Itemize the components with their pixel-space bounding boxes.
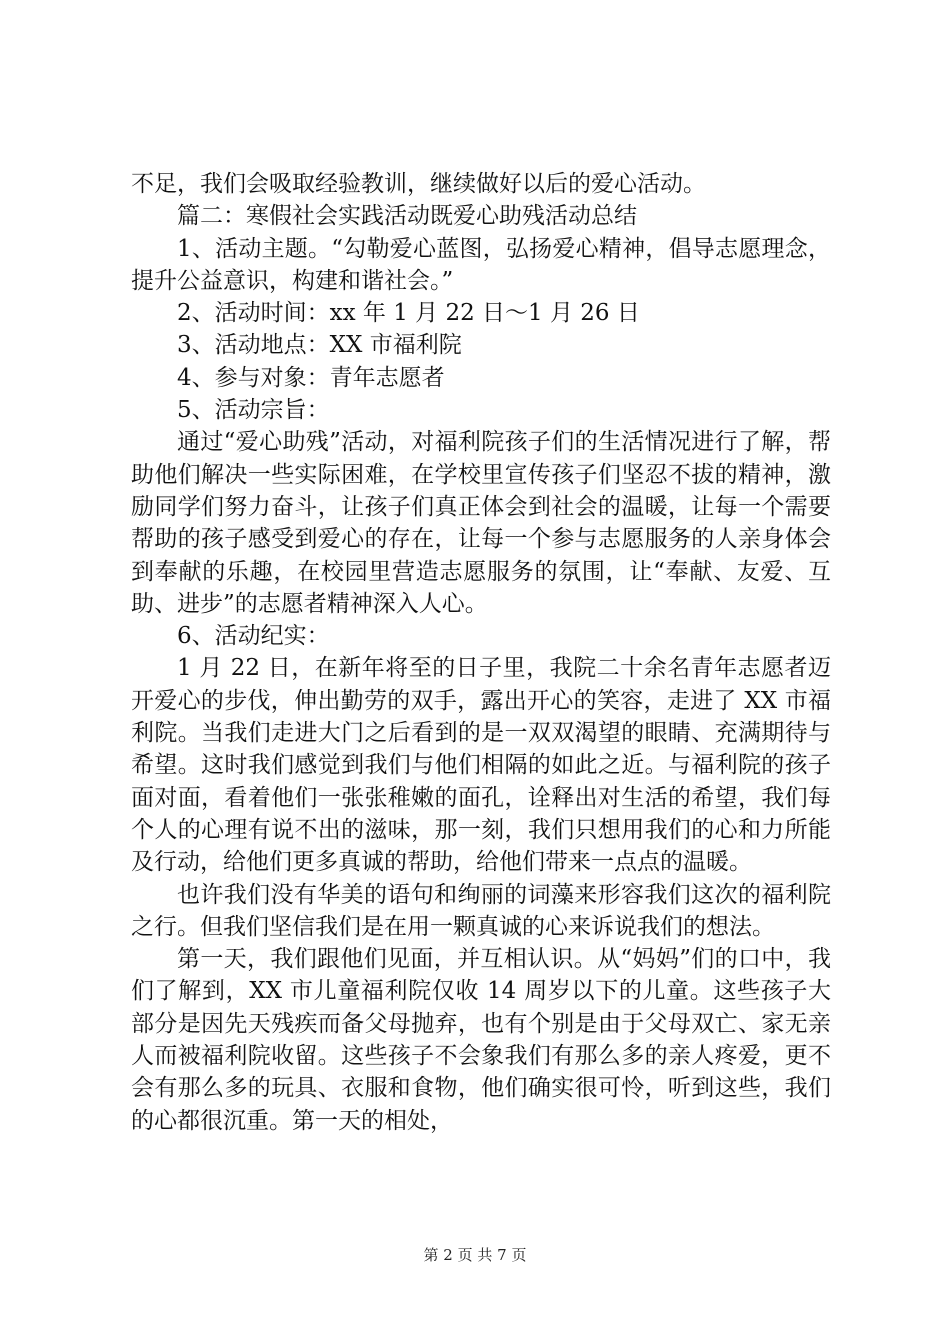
body-paragraph: 也许我们没有华美的语句和绚丽的词藻来形容我们这次的福利院之行。但我们坚信我们是在用一颗真诚的心来诉说我们的想法。 <box>131 881 831 940</box>
activity-record-heading: 6、活动纪实： <box>177 623 330 650</box>
activity-purpose-text: 通过“爱心助残”活动，对福利院孩子们的生活情况进行了解，帮助他们解决一些实际困难，在学校里宣传孩子们坚忍不拔的精神，激励同学们努力奋斗，让孩子们真正体会到社会的温暖，让每一个需要帮助的孩子感受到爱心的存在，让每一个参与志愿服务的人亲身体会到奉献的乐趣，在校园里营造志愿服务的氛围，让“奉献、友爱、互助、进步”的志愿者精神深入人心。 <box>131 429 831 617</box>
activity-record-paragraph: 1 月 22 日，在新年将至的日子里，我院二十余名青年志愿者迈开爱心的步伐，伸出勤劳的双手，露出开心的笑容，走进了 XX 市福利院。当我们走进大门之后看到的是一双双渴望的眼睛、充满期待与希望。这时我们感觉到我们与他们相隔的如此之近。与福利院的孩子面对面，看着他们一张张稚嫩的面孔，诠释出对生活的希望，我们每个人的心理有说不出的滋味，那一刻，我们只想用我们的心和力所能及行动，给他们更多真诚的帮助，给他们带来一点点的温暖。 <box>131 655 831 876</box>
paragraph-continuation: 不足，我们会吸取经验教训，继续做好以后的爱心活动。 <box>131 171 706 197</box>
activity-participants: 4、参与对象：青年志愿者 <box>177 364 445 391</box>
page-footer: 第 2 页 共 7 页 <box>423 1246 527 1264</box>
document-body <box>131 168 831 1137</box>
section-heading: 篇二：寒假社会实践活动既爱心助残活动总结 <box>177 203 637 230</box>
activity-time: 2、活动时间：xx 年 1 月 22 日～1 月 26 日 <box>177 300 640 327</box>
activity-purpose-heading: 5、活动宗旨： <box>177 397 330 424</box>
activity-theme: 1、活动主题。“勾勒爱心蓝图，弘扬爱心精神，倡导志愿理念，提升公益意识，构建和谐社会。” <box>131 235 831 294</box>
body-paragraph: 第一天，我们跟他们见面，并互相认识。从“妈妈”们的口中，我们了解到，XX 市儿童福利院仅收 14 周岁以下的儿童。这些孩子大部分是因先天残疾而备父母抛弃，也有个别是由于父母双亡、家无亲人而被福利院收留。这些孩子不会象我们有那么多的亲人疼爱，更不会有那么多的玩具、衣服和食物，他们确实很可怜，听到这些，我们的心都很沉重。第一天的相处， <box>131 946 831 1134</box>
activity-location: 3、活动地点：XX 市福利院 <box>177 332 462 359</box>
